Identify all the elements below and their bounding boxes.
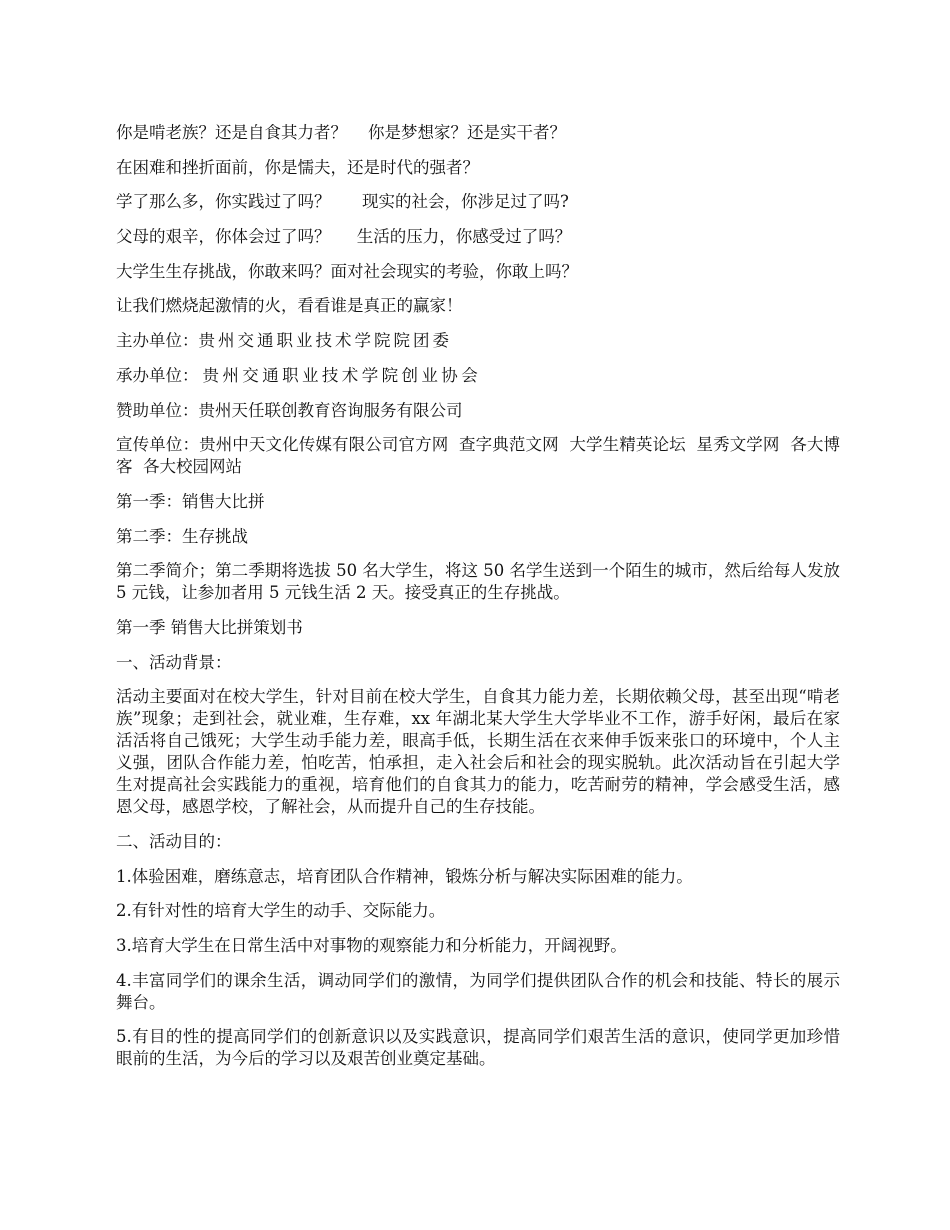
intro-line-3: 学了那么多，你实践过了吗？ 现实的社会，你涉足过了吗? — [116, 192, 569, 212]
co-organizer-value: 贵州交通职业技术学院创业协会 — [202, 365, 482, 385]
goal-item-2: 2.有针对性的培育大学生的动手、交际能力。 — [116, 901, 446, 921]
section1-heading: 一、活动背景： — [116, 652, 232, 672]
season1-line: 第一季：销售大比拼 — [116, 491, 265, 511]
intro-line-2: 在困难和挫折面前，你是懦夫，还是时代的强者？ — [116, 157, 479, 177]
goal-item-5: 5.有目的性的提高同学们的创新意识以及实践意识，提高同学们艰苦生活的意识，使同学更加珍惜眼前的生活，为今后的学习以及艰苦创业奠定基础。 — [116, 1027, 840, 1069]
publicity-line: 宣传单位：贵州中天文化传媒有限公司官方网 查字典范文网 大学生精英论坛 星秀文学网 各大博客 各大校园网站 — [116, 435, 840, 477]
sponsor-line: 赞助单位：贵州天任联创教育咨询服务有限公司 — [116, 400, 463, 420]
document-page — [116, 122, 846, 1083]
plan-title: 第一季 销售大比拼策划书 — [116, 617, 303, 637]
intro-line-5: 大学生生存挑战，你敢来吗？面对社会现实的考验，你敢上吗？ — [116, 261, 578, 281]
co-organizer-label: 承办单位： — [116, 365, 199, 385]
organizer-label: 主办单位： — [116, 331, 199, 351]
season2-intro: 第二季简介；第二季期将选拔 50 名大学生，将这 50 名学生送到一个陌生的城市，然后给每人发放 5 元钱，让参加者用 5 元钱生活 2 天。接受真正的生存挑战。 — [116, 561, 846, 603]
goal-item-4: 4.丰富同学们的课余生活，调动同学们的激情，为同学们提供团队合作的机会和技能、特长的展示舞台。 — [116, 970, 840, 1012]
intro-line-6: 让我们燃烧起激情的火，看看谁是真正的赢家！ — [116, 296, 463, 316]
intro-line-4: 父母的艰辛，你体会过了吗？ 生活的压力，你感受过了吗？ — [116, 227, 572, 247]
goal-item-3: 3.培育大学生在日常生活中对事物的观察能力和分析能力，开阔视野。 — [116, 936, 627, 956]
co-organizer-line — [116, 365, 840, 387]
section1-body: 活动主要面对在校大学生，针对目前在校大学生，自食其力能力差，长期依赖父母，甚至出现“啃老族”现象；走到社会，就业难，生存难，xx 年湖北某大学生大学毕业不工作，游手好闲，最后在家活活将自己饿死；大学生动手能力差，眼高手低，长期生活在衣来伸手饭来张口的环境中，个人主义强，团队合作能力差，怕吃苦，怕承担，走入社会后和社会的现实脱轨。此次活动旨在引起大学生对提高社会实践能力的重视，培育他们的自食其力的能力，吃苦耐劳的精神，学会感受生活，感恩父母，感恩学校，了解社会，从而提升自己的生存技能。 — [116, 687, 840, 817]
organizer-line — [116, 330, 840, 352]
goal-item-1: 1.体验困难，磨练意志，培育团队合作精神，锻炼分析与解决实际困难的能力。 — [116, 866, 693, 886]
intro-line-1: 你是啃老族？还是自食其力者？ 你是梦想家？还是实干者？ — [116, 123, 566, 142]
section2-heading: 二、活动目的： — [116, 832, 232, 851]
season2-line: 第二季：生存挑战 — [116, 526, 248, 546]
organizer-value: 贵州交通职业技术学院院团委 — [198, 331, 452, 351]
